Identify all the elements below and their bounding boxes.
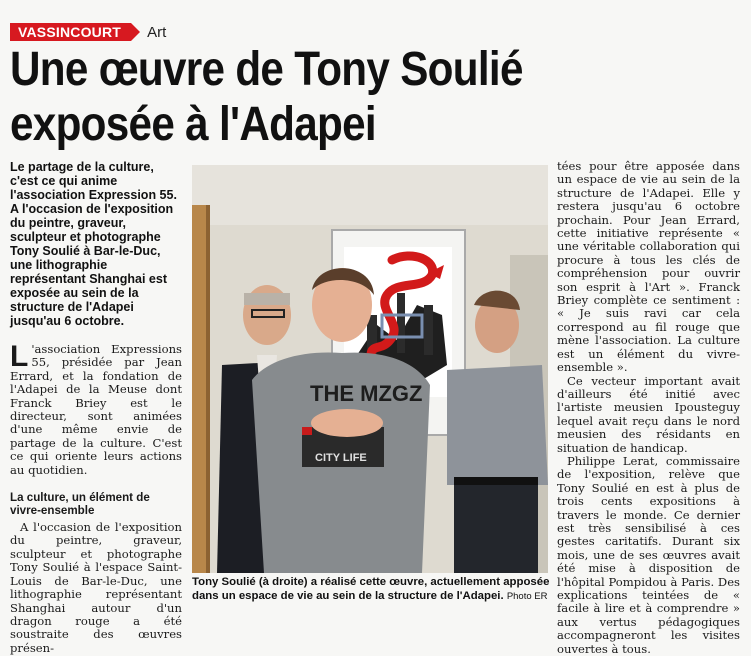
photo-credit: Photo ER bbox=[506, 591, 548, 602]
photo-caption bbox=[192, 575, 552, 604]
subheading: La culture, un élément de vivre-ensemble bbox=[10, 491, 150, 518]
body-column-left bbox=[10, 340, 182, 655]
paragraph-continued: tées pour être apposée dans un espace de vie au sein de la structure de l'Adapei. Elle y restera jusqu'au 6 octobre prochain. Pour Jean Errard, cette initiative représente « une véritable collaboration qui procure à tous les clés de compréhension pour ouvrir son esprit à l'Art ». Franck Briey complète ce sentiment : « Je suis ravi car cela correspond au fil rouge que mène l'association. La culture est un élément du vivre-ensemble ». bbox=[557, 159, 740, 375]
paragraph-vector: Ce vecteur important avait d'ailleurs été initié avec l'artiste meusien Ipousteguy lequel avait reçu dans le nord meusien des résidants en situation de handicap. bbox=[557, 373, 740, 455]
photo-illustration bbox=[192, 165, 548, 573]
paragraph-occasion: A l'occasion de l'exposition du peintre, graveur, sculpteur et photographe Tony Soulié à l'espace Saint-Louis de Bar-le-Duc, une lithographie représentant Shanghai autour d'un dragon rouge a été soustraite des œuvres présen- bbox=[10, 520, 182, 655]
caption-text: Tony Soulié (à droite) a réalisé cette œuvre, actuellement apposée dans un espace de vie au sein de la structure de l'Adapei. bbox=[192, 576, 550, 602]
lede-paragraph: Le partage de la culture, c'est ce qui anime l'association Expression 55. A l'occasion de l'exposition du peintre, graveur, sculpteur et photographe Tony Soulié à Bar-le-Duc, une lithographie représentant Shanghai est exposée au sein de la structure de l'Adapei jusqu'au 6 octobre. bbox=[10, 160, 177, 328]
kicker bbox=[10, 23, 166, 41]
section-label: Art bbox=[147, 23, 167, 41]
headline: Une œuvre de Tony Soulié exposée à l'Adapei bbox=[10, 43, 523, 151]
article-photo bbox=[192, 165, 548, 573]
tshirt-text: THE MZGZ bbox=[310, 381, 423, 406]
paragraph-curator: Philippe Lerat, commissaire de l'exposition, relève que Tony Soulié en est à plus de trois cents expositions à travers le monde. Ce dernier est très sensibilisé à ces gestes caritatifs. Durant six mois, une de ses œuvres avait été mise à disposition de l'hôpital Pompidou à Paris. Des explications teintées de « facile à lire et à comprendre » aux vertus pédagogiques accompagneront les visites ouvertes à tous. bbox=[557, 453, 740, 656]
drop-cap: L bbox=[10, 340, 29, 373]
paragraph-intro bbox=[10, 340, 182, 477]
body-column-right bbox=[557, 160, 740, 656]
tshirt-subtext: CITY LIFE bbox=[315, 452, 367, 464]
paragraph-intro-text: 'association Expressions 55, présidée par Jean Errard, et la fondation de l'Adapei de la Meuse dont Franck Briey est le directeur, sont animées d'une même envie de partage de la culture. C'est ce qui oriente leurs actions au quotidien. bbox=[10, 342, 182, 477]
location-tag: VASSINCOURT bbox=[10, 23, 131, 41]
